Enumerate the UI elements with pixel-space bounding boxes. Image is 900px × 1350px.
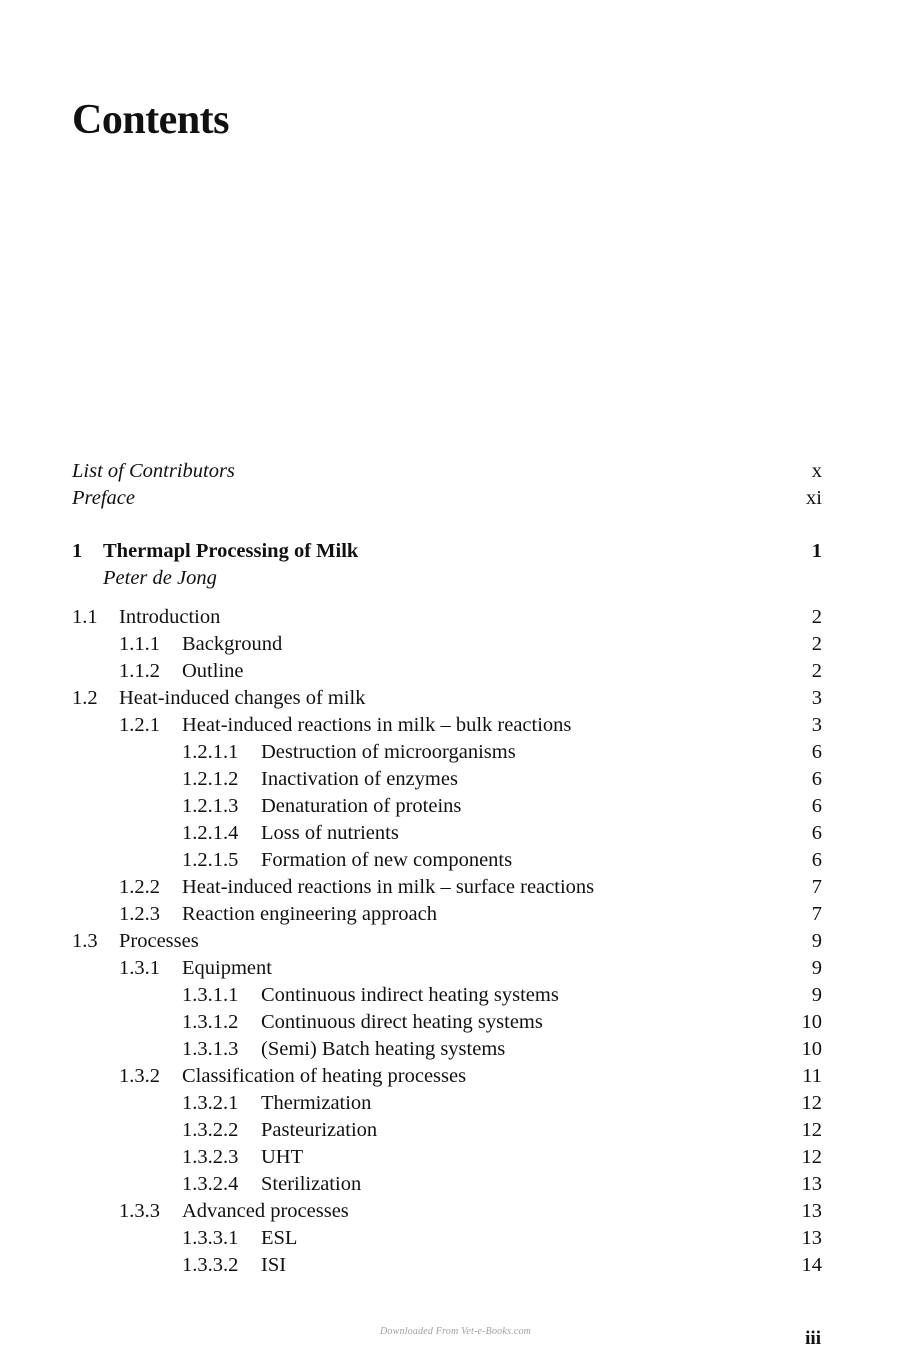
toc-entry-row[interactable] [72,820,822,847]
section-number: 1.2.3 [119,903,160,925]
toc-entry-row[interactable] [72,604,822,631]
toc-page-number: x [811,460,822,482]
toc-page-number: 9 [811,957,822,979]
toc-page-number: 14 [801,1254,822,1276]
page-heading: Contents [72,97,230,143]
section-title: UHT [261,1146,304,1168]
toc-entry-row[interactable] [72,1036,822,1063]
section-title: Classification of heating processes [182,1065,467,1087]
toc-entry-row[interactable] [72,955,822,982]
section-title: Outline [182,660,244,682]
section-number: 1.1.1 [119,633,160,655]
section-number: 1.2.2 [119,876,160,898]
section-title: Reaction engineering approach [182,903,437,925]
toc-front-matter-preface[interactable] [72,485,822,512]
section-number: 1.2.1 [119,714,160,736]
section-number: 1.3.2.4 [182,1173,239,1195]
toc-page-number: 6 [811,849,822,871]
section-title: Background [182,633,283,655]
toc-entry-row[interactable] [72,1198,822,1225]
toc-entry-row[interactable] [72,901,822,928]
section-title: Pasteurization [261,1119,378,1141]
toc-entry-row[interactable] [72,1117,822,1144]
toc-entry-row[interactable] [72,739,822,766]
toc-page-number: 12 [801,1092,822,1114]
section-title: ESL [261,1227,298,1249]
toc-page-number: 6 [811,741,822,763]
toc-entry-row[interactable] [72,1090,822,1117]
section-number: 1.3.1 [119,957,160,979]
section-title: Continuous indirect heating systems [261,984,559,1006]
spacer [72,512,822,538]
section-number: 1.3.2.2 [182,1119,239,1141]
toc-page-number: 3 [811,714,822,736]
toc-page-number: xi [806,487,822,509]
toc-page-number: 13 [801,1200,822,1222]
toc-page-number: 11 [802,1065,822,1087]
section-title: ISI [261,1254,287,1276]
toc-entry-row[interactable] [72,982,822,1009]
toc-entry-row[interactable] [72,793,822,820]
toc-entry-row[interactable] [72,1225,822,1252]
toc-page-number: 2 [811,633,822,655]
download-watermark: Downloaded From Vet-e-Books.com [380,1326,532,1337]
section-title: Continuous direct heating systems [261,1011,543,1033]
toc-page-number: 12 [801,1119,822,1141]
section-number: 1.3.1.3 [182,1038,239,1060]
spacer [72,592,822,604]
toc-page-number: 13 [801,1173,822,1195]
toc-page-number: 7 [811,876,822,898]
toc-entry-row[interactable] [72,766,822,793]
section-title: Destruction of microorganisms [261,741,516,763]
toc-page-number: 7 [811,903,822,925]
section-title: Heat-induced reactions in milk – surface reactions [182,876,595,898]
section-number: 1.1 [72,606,98,628]
chapter-number: 1 [72,540,83,562]
section-number: 1.1.2 [119,660,160,682]
page-folio: iii [805,1328,821,1349]
table-of-contents [72,458,822,1279]
toc-entry-row[interactable] [72,1171,822,1198]
section-title: Advanced processes [182,1200,349,1222]
section-number: 1.3 [72,930,98,952]
toc-page-number: 6 [811,795,822,817]
toc-page-number: 6 [811,768,822,790]
section-title: Thermization [261,1092,372,1114]
section-title: Heat-induced changes of milk [119,687,366,709]
section-number: 1.2.1.5 [182,849,239,871]
toc-front-matter-contributors[interactable] [72,458,822,485]
section-title: Equipment [182,957,272,979]
section-number: 1.3.2.3 [182,1146,239,1168]
section-title: Sterilization [261,1173,362,1195]
toc-entry-row[interactable] [72,712,822,739]
toc-entry-title: List of Contributors [72,460,235,482]
section-number: 1.2.1.1 [182,741,239,763]
toc-entry-row[interactable] [72,1252,822,1279]
toc-entry-row[interactable] [72,1063,822,1090]
toc-entry-row[interactable] [72,847,822,874]
section-number: 1.2.1.2 [182,768,239,790]
toc-entry-row[interactable] [72,685,822,712]
section-title: Processes [119,930,199,952]
toc-entry-row[interactable] [72,658,822,685]
toc-page-number: 6 [811,822,822,844]
section-number: 1.3.1.2 [182,1011,239,1033]
toc-entry-row[interactable] [72,631,822,658]
toc-page-number: 3 [811,687,822,709]
section-title: Formation of new components [261,849,513,871]
section-number: 1.2.1.4 [182,822,239,844]
toc-entry-row[interactable] [72,928,822,955]
toc-page-number: 9 [811,930,822,952]
section-number: 1.3.1.1 [182,984,239,1006]
section-title: (Semi) Batch heating systems [261,1038,506,1060]
section-title: Introduction [119,606,221,628]
section-title: Denaturation of proteins [261,795,462,817]
toc-page-number: 12 [801,1146,822,1168]
section-number: 1.2.1.3 [182,795,239,817]
toc-entry-row[interactable] [72,1009,822,1036]
chapter-author: Peter de Jong [103,567,217,589]
section-number: 1.3.2.1 [182,1092,239,1114]
section-number: 1.2 [72,687,98,709]
section-number: 1.3.3 [119,1200,160,1222]
chapter-title: Thermapl Processing of Milk [103,540,359,562]
section-title: Heat-induced reactions in milk – bulk reactions [182,714,572,736]
toc-entry-list [72,604,822,1279]
section-number: 1.3.3.1 [182,1227,239,1249]
toc-page-number: 2 [811,606,822,628]
toc-entry-title: Preface [72,487,135,509]
section-title: Loss of nutrients [261,822,399,844]
toc-page-number: 9 [811,984,822,1006]
toc-page-number: 10 [801,1011,822,1033]
toc-chapter-heading[interactable] [72,538,822,565]
toc-page-number: 10 [801,1038,822,1060]
toc-page-number: 2 [811,660,822,682]
toc-entry-row[interactable] [72,1144,822,1171]
toc-entry-row[interactable] [72,874,822,901]
section-title: Inactivation of enzymes [261,768,458,790]
section-number: 1.3.2 [119,1065,160,1087]
section-number: 1.3.3.2 [182,1254,239,1276]
toc-page-number: 1 [811,540,822,562]
toc-page-number: 13 [801,1227,822,1249]
